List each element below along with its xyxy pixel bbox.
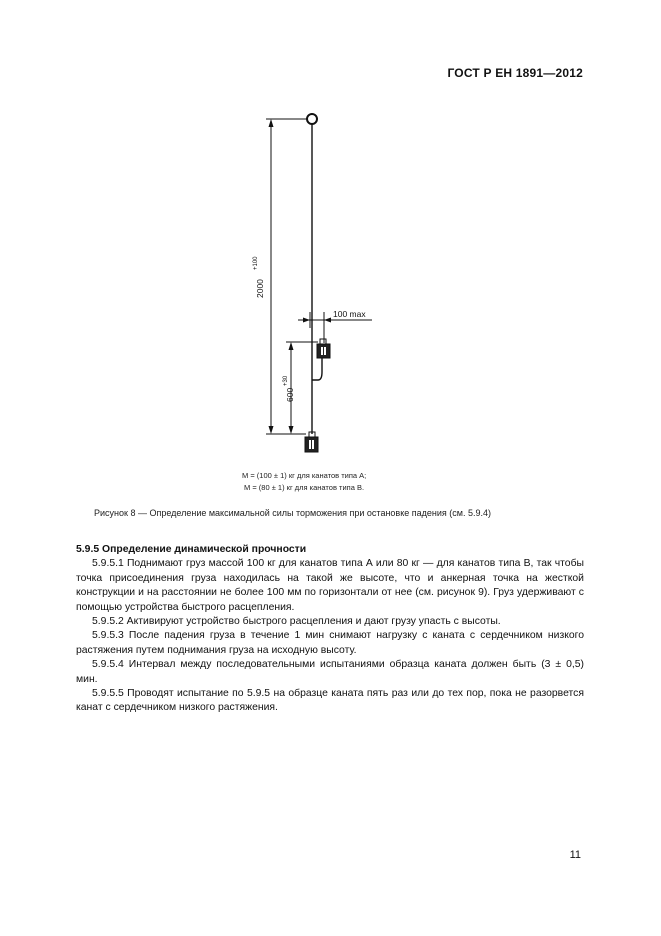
paragraph-5-9-5-5: 5.9.5.5 Проводят испытание по 5.9.5 на образце каната пять раз или до тех пор, пока не разорвется канат с сердечником низкого растяжения. xyxy=(76,688,584,714)
section-5-9-5 xyxy=(76,543,584,716)
dimension-arrow-top xyxy=(269,119,274,127)
mass-note-type-a: M = (100 ± 1) кг для канатов типа А; xyxy=(242,471,367,480)
anchor-ring xyxy=(307,114,317,124)
paragraph-5-9-5-2: 5.9.5.2 Активируют устройство быстрого расцепления и дают грузу упасть с высоты. xyxy=(92,616,501,628)
dimension-arrow-bottom xyxy=(269,426,274,434)
section-title: 5.9.5 Определение динамической прочности xyxy=(76,544,307,555)
figure-caption: Рисунок 8 — Определение максимальной силы торможения при остановке падения (см. 5.9.4) xyxy=(94,508,491,518)
dim-offset-label: 100 max xyxy=(333,309,366,319)
weight-upper-hook xyxy=(320,339,326,344)
page-number: 11 xyxy=(569,849,581,861)
document-code: ГОСТ Р ЕН 1891—2012 xyxy=(447,66,583,80)
paragraph-5-9-5-4: 5.9.5.4 Интервал между последовательными испытаниями образца каната должен быть (3 ± 0,5) мин. xyxy=(76,659,584,685)
offset-arrow-left xyxy=(303,318,310,323)
dim-drop-label: 600 xyxy=(285,387,295,402)
offset-arrow-right xyxy=(324,318,331,323)
mass-note-type-b: M = (80 ± 1) кг для канатов типа В. xyxy=(244,483,365,492)
dim-height-tolerance: +100 xyxy=(253,256,259,270)
paragraph-5-9-5-1: 5.9.5.1 Поднимают груз массой 100 кг для канатов типа А или 80 кг — для канатов типа В, так чтобы точка присоединения груза находилась на такой же высоте, что и анкерная точка на жесткой конструкции и на расстоянии не более 100 мм по горизонтали от нее (см. рисунок 9). Груз удерживают с помощью устройства быстрого расцепления. xyxy=(76,558,584,613)
dim-drop-tolerance: +30 xyxy=(283,375,289,386)
drop-arrow-bottom xyxy=(289,426,294,434)
dim-height-label: 2000 xyxy=(255,279,265,298)
paragraph-5-9-5-3: 5.9.5.3 После падения груза в течение 1 мин снимают нагрузку с каната с сердечником низкого растяжения путем поднимания груза на исходную высоту. xyxy=(76,630,584,656)
drop-arrow-top xyxy=(289,342,294,350)
